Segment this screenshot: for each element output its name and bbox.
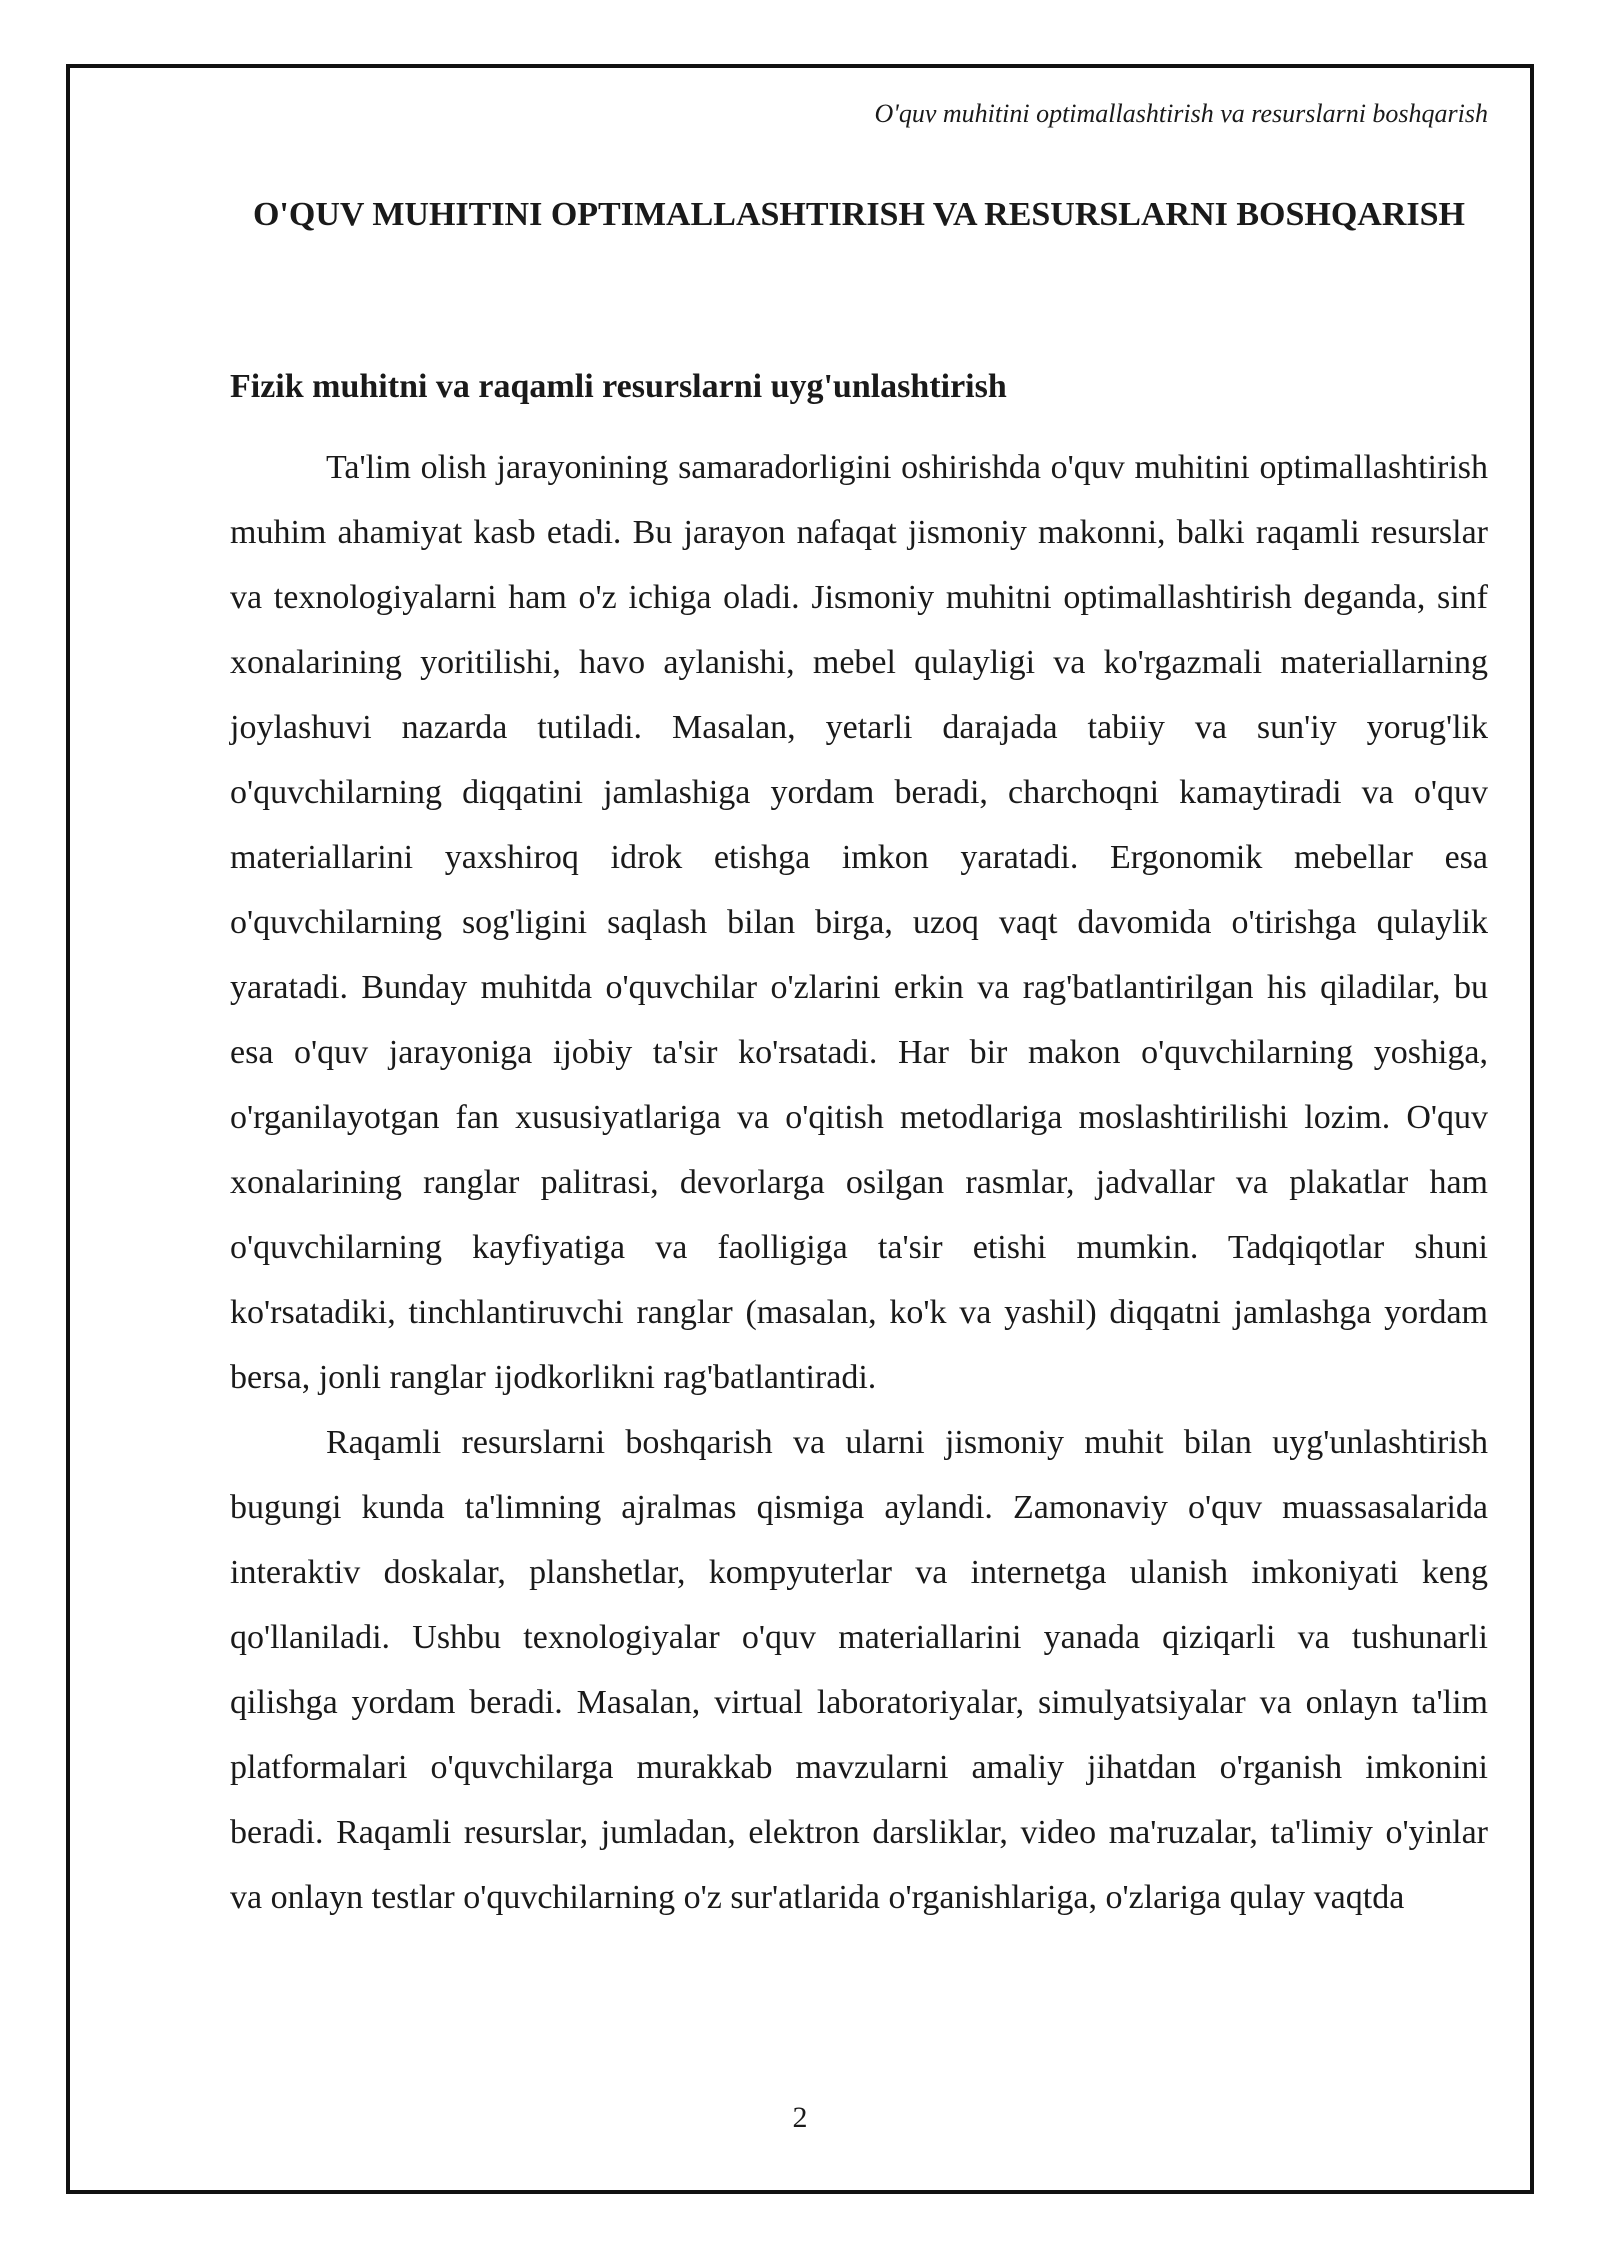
paragraph-2: Raqamli resurslarni boshqarish va ularni jismoniy muhit bilan uyg'unlashtirish bugungi kunda ta'limning ajralmas qismiga aylandi. Zamonaviy o'quv muassasalarida interaktiv doskalar, planshetlar, kompyuterlar va internetga ulanish imkoniyati keng qo'llaniladi. Ushbu texnologiyalar o'quv materiallarini yanada qiziqarli va tushunarli qilishga yordam beradi. Masalan, virtual laboratoriyalar, simulyatsiyalar va onlayn ta'lim platformalari o'quvchilarga murakkab mavzularni amaliy jihatdan o'rganish imkonini beradi. Raqamli resurslar, jumladan, elektron darsliklar, video ma'ruzalar, ta'limiy o'yinlar va onlayn testlar o'quvchilarning o'z sur'atlarida o'rganishlariga, o'zlariga qulay vaqtda	[230, 1424, 1488, 1916]
running-header: O'quv muhitini optimallashtirish va resurslarni boshqarish	[874, 99, 1488, 128]
document-title: O'QUV MUHITINI OPTIMALLASHTIRISH VA RESURSLARNI BOSHQARISH	[252, 196, 1465, 233]
section-heading: Fizik muhitni va raqamli resurslarni uyg'unlashtirish	[230, 368, 1007, 405]
body-text	[230, 435, 1488, 1930]
page-number: 2	[792, 2101, 808, 2134]
paragraph-1: Ta'lim olish jarayonining samaradorligini oshirishda o'quv muhitini optimallashtirish muhim ahamiyat kasb etadi. Bu jarayon nafaqat jismoniy makonni, balki raqamli resurslar va texnologiyalarni ham o'z ichiga oladi. Jismoniy muhitni optimallashtirish deganda, sinf xonalarining yoritilishi, havo aylanishi, mebel qulayligi va ko'rgazmali materiallarning joylashuvi nazarda tutiladi. Masalan, yetarli darajada tabiiy va sun'iy yorug'lik o'quvchilarning diqqatini jamlashiga yordam beradi, charchoqni kamaytiradi va o'quv materiallarini yaxshiroq idrok etishga imkon yaratadi. Ergonomik mebellar esa o'quvchilarning sog'ligini saqlash bilan birga, uzoq vaqt davomida o'tirishga qulaylik yaratadi. Bunday muhitda o'quvchilar o'zlarini erkin va rag'batlantirilgan his qiladilar, bu esa o'quv jarayoniga ijobiy ta'sir ko'rsatadi. Har bir makon o'quvchilarning yoshiga, o'rganilayotgan fan xususiyatlariga va o'qitish metodlariga moslashtirilishi lozim. O'quv xonalarining ranglar palitrasi, devorlarga osilgan rasmlar, jadvallar va plakatlar ham o'quvchilarning kayfiyatiga va faolligiga ta'sir etishi mumkin. Tadqiqotlar shuni ko'rsatadiki, tinchlantiruvchi ranglar (masalan, ko'k va yashil) diqqatni jamlashga yordam bersa, jonli ranglar ijodkorlikni rag'batlantiradi.	[230, 449, 1488, 1396]
